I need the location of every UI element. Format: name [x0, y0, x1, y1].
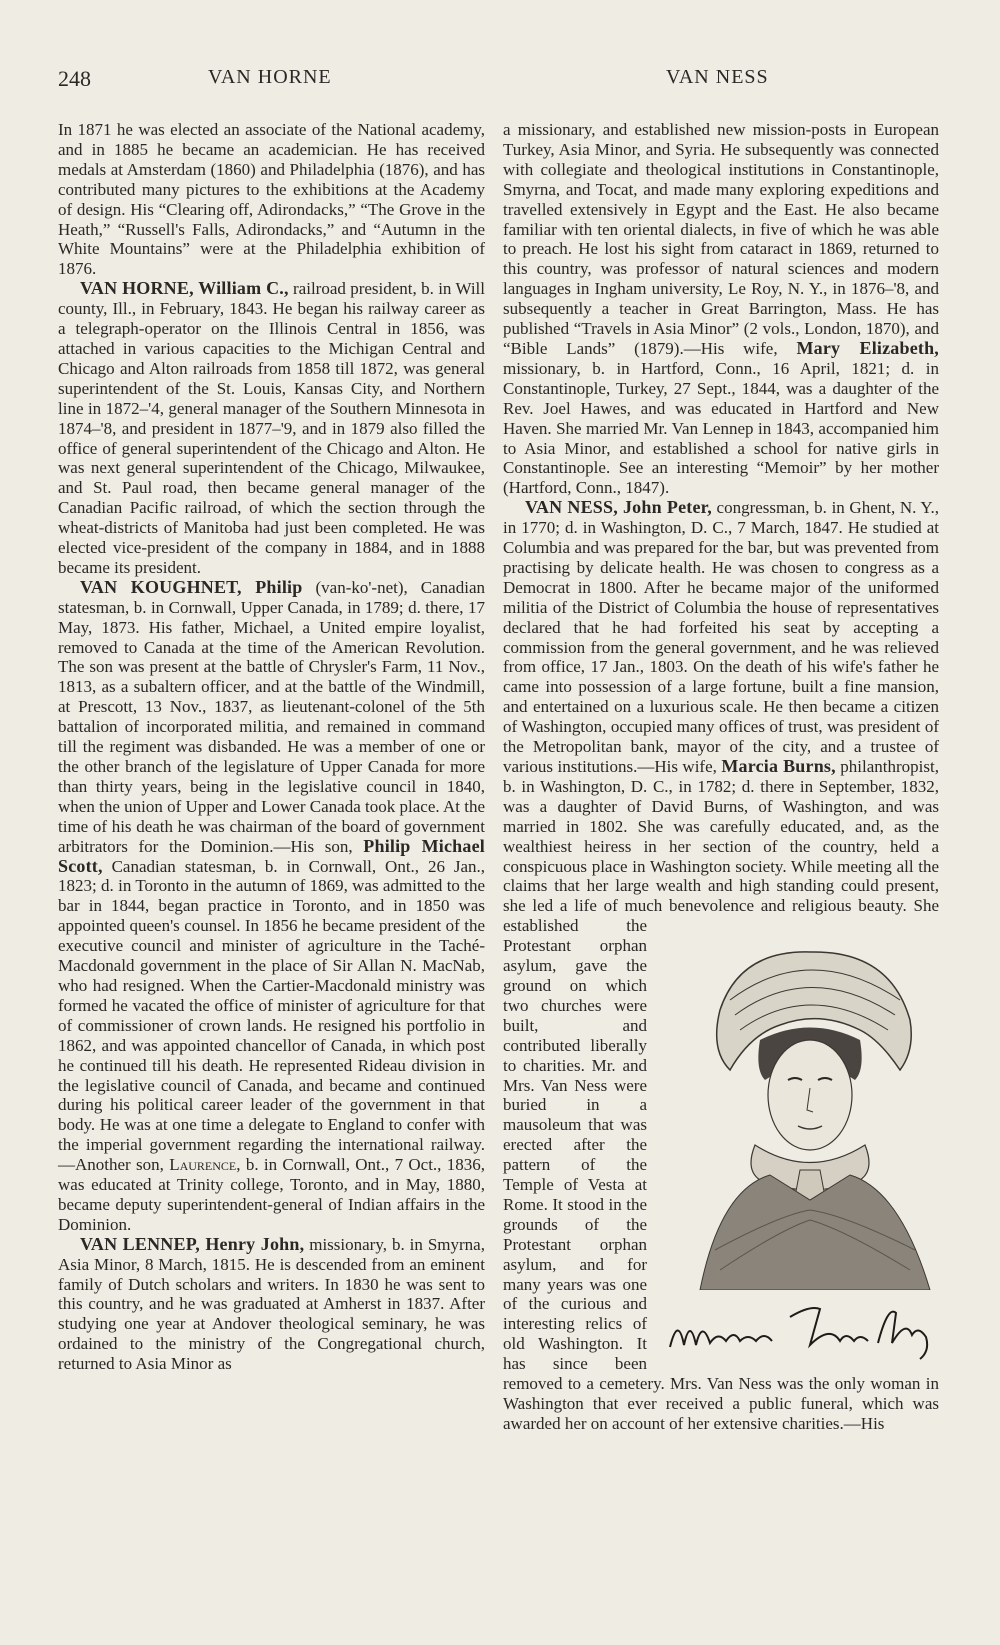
entry-van-lennep-henry: [58, 1235, 485, 1374]
entry-heading: VAN KOUGHNET, Philip: [80, 576, 303, 597]
entry-heading: VAN LENNEP, Henry John,: [80, 1233, 305, 1254]
entry-body: a missionary, and established new mission-posts in European Turkey, Asia Minor, and Syria. He subsequently was connected with collegiate and theological institutions in Constantinople, Smyrna, and Tocat, and made many exploring expeditions and travelled extensively in Egypt and the East. He also became familiar with ten oriental dialects, in five of which he was able to preach. He lost his sight from cataract in 1869, returned to this country, was professor of natural sciences and modern languages in Ingham university, Le Roy, N. Y., in 1876–'8, and subsequently a teacher in Great Barrington, Mass. He has published “Travels in Asia Minor” (2 vols., London, 1870), and “Bible Lands” (1879).—His wife,: [503, 120, 939, 358]
entry-body: philanthropist, b. in Washington, D. C., in 1782; d. there in September, 1832, was a daughter of David Burns, of Washington, and was married in 1802. She was carefully educated, and, as the wealthiest heiress in her section of the country, held a conspicuous place in Washington society. While meeting all the claims that her large wealth and high standing could present, she led a life of much benevolence and religious beauty. She established the Protestant orphan asylum, gave the ground on which two churches were built, and contributed liberally to charities. Mr. and Mrs. Van Ness were buried in a mausoleum that was erected after the pattern of the Temple of Vesta at Rome. It stood in the grounds of the Protestant orphan asylum, and for many years was one of the curious and interesting relics of old Washington. It has since been removed to a cemetery. Mrs. Van Ness was the only woman in Washington that ever received a public funeral, which was awarded her on account of her extensive charities.—His: [503, 757, 939, 1433]
portrait-engraving: [660, 930, 946, 1290]
entry-body: (van-ko'-net), Canadian statesman, b. in Cornwall, Upper Canada, in 1789; d. there, 17 May, 1873. His father, Michael, a United empire loyalist, removed to Canada at the time of the American Revolution. The son was present at the battle of Chrysler's Farm, 11 Nov., 1813, as a subaltern officer, and at the battle of the Windmill, at Prescott, 13 Nov., 1837, as lieutenant-colonel of the 5th battalion of incorporated militia, and remained in command till the regiment was disbanded. He was a member of one or the other branch of the legislature of Upper Canada for more than thirty years, being in the legislative council in 1840, when the union of Upper and Lower Canada took place. At the time of his death he was chairman of the board of government arbitrators for the Dominion.—His son,: [58, 577, 485, 856]
entry-van-lennep-continued: [503, 120, 939, 498]
entry-body: missionary, b. in Smyrna, Asia Minor, 8 March, 1815. He is descended from an eminent family of Dutch scholars and writers. In 1830 he was sent to this country, and he was graduated at Amherst in 1837. After studying one year at Andover theological seminary, he was ordained to the ministry of the Congregational church, returned to Asia Minor as: [58, 1234, 485, 1374]
entry-body: b. in Cornwall, Ont., 7 Oct., 1836, was educated at Trinity college, Toronto, and in May, 1880, became deputy superintendent-general of Indian affairs in the Dominion.: [58, 1155, 485, 1234]
left-running-head: VAN HORNE: [208, 66, 332, 88]
sub-entry-name: Laurence,: [169, 1155, 241, 1175]
entry-body: Canadian statesman, b. in Cornwall, Ont., 26 Jan., 1823; d. in Toronto in the autumn of 1869, was admitted to the bar in 1844, began practice in Toronto, and in 1850 was appointed queen's counsel. In 1856 he became president of the executive council and minister of agriculture in the Taché-Macdonald government in the place of Sir Allan N. MacNab, who had resigned. When the Cartier-Macdonald ministry was formed he vacated the office of minister of agriculture for that of commissioner of crown lands. He resigned his portfolio in 1862, and was appointed chancellor of Canada, in which post he continued till his death. He represented Rideau division in the legislative council of Canada, and became and continued during his political career leader of the government in that body. He was at one time a delegate to England to confer with the imperial government regarding the international railway.—Another son,: [58, 856, 485, 1175]
entry-van-horne-william: [58, 279, 485, 578]
signature-marcia-van-ness: [660, 1295, 946, 1363]
sub-entry-name: Philip Michael Scott,: [58, 835, 485, 876]
entry-heading: VAN HORNE, William C.,: [80, 278, 289, 299]
entry-heading: VAN NESS, John Peter,: [525, 497, 712, 518]
entry-van-koughnet-philip: [58, 578, 485, 1235]
sub-entry-name: Marcia Burns,: [721, 756, 836, 776]
right-running-head: VAN NESS: [666, 66, 769, 88]
page-number: 248: [58, 66, 91, 91]
entry-body: railroad president, b. in Will county, Ill., in February, 1843. He began his railway career as a telegraph-operator on the Illinois Central in 1856, was attached in various capacities to the Michigan Central and Chicago and Alton railroads from 1858 till 1872, was general superintendent of the St. Louis, Kansas City, and Northern line in 1872–'4, general manager of the Southern Minnesota in 1874–'8, and president in 1877–'9, and in 1879 also filled the office of general superintendent of the Chicago and Alton. He was next general superintendent of the Chicago, Milwaukee, and St. Paul road, then became general manager of the Canadian Pacific railroad, of which the section through the wheat-districts of Manitoba had just been completed. He was elected vice-president of the company in 1884, and in 1888 became its president.: [58, 279, 485, 577]
entry-body: congressman, b. in Ghent, N. Y., in 1770; d. in Washington, D. C., 7 March, 1847. He studied at Columbia and was prepared for the bar, but was prevented from practising by delicate health. He was chosen to congress as a Democrat in 1800. After he became major of the uniformed militia of the District of Columbia the house of representatives declared that he had forfeited his seat by accepting a commission from the general government, and he was relieved from office, 17 Jan., 1803. On the death of his wife's father he came into possession of a large fortune, built a fine mansion, and entertained on a luxurious scale. He then became a citizen of Washington, occupied many offices of trust, was president of the Metropolitan bank, mayor of the city, and a trustee of various institutions.—His wife,: [503, 498, 939, 776]
sub-entry-name: Mary Elizabeth,: [796, 337, 939, 358]
portrait-marcia-van-ness: [660, 930, 946, 1358]
paragraph-van-horne-artist: In 1871 he was elected an associate of the National academy, and in 1885 he became an academician. He has received medals at Amsterdam (1860) and Philadelphia (1876), and has contributed many pictures to the exhibitions at the Academy of design. His “Clearing off, Adirondacks,” “The Grove in the Heath,” “Russell's Falls, Adirondacks,” and “Autumn in the White Mountains” were at the Philadelphia exhibition of 1876.: [58, 120, 485, 279]
entry-body: missionary, b. in Hartford, Conn., 16 April, 1821; d. in Constantinople, Turkey, 27 Sept., 1844, was a daughter of the Rev. Joel Hawes, and was educated in Hartford and New Haven. She married Mr. Van Lennep in 1843, accompanied him to Asia Minor, and established a school for native girls in Constantinople. See an interesting “Memoir” by her mother (Hartford, Conn., 1847).: [503, 358, 939, 498]
left-column: [58, 120, 485, 1374]
